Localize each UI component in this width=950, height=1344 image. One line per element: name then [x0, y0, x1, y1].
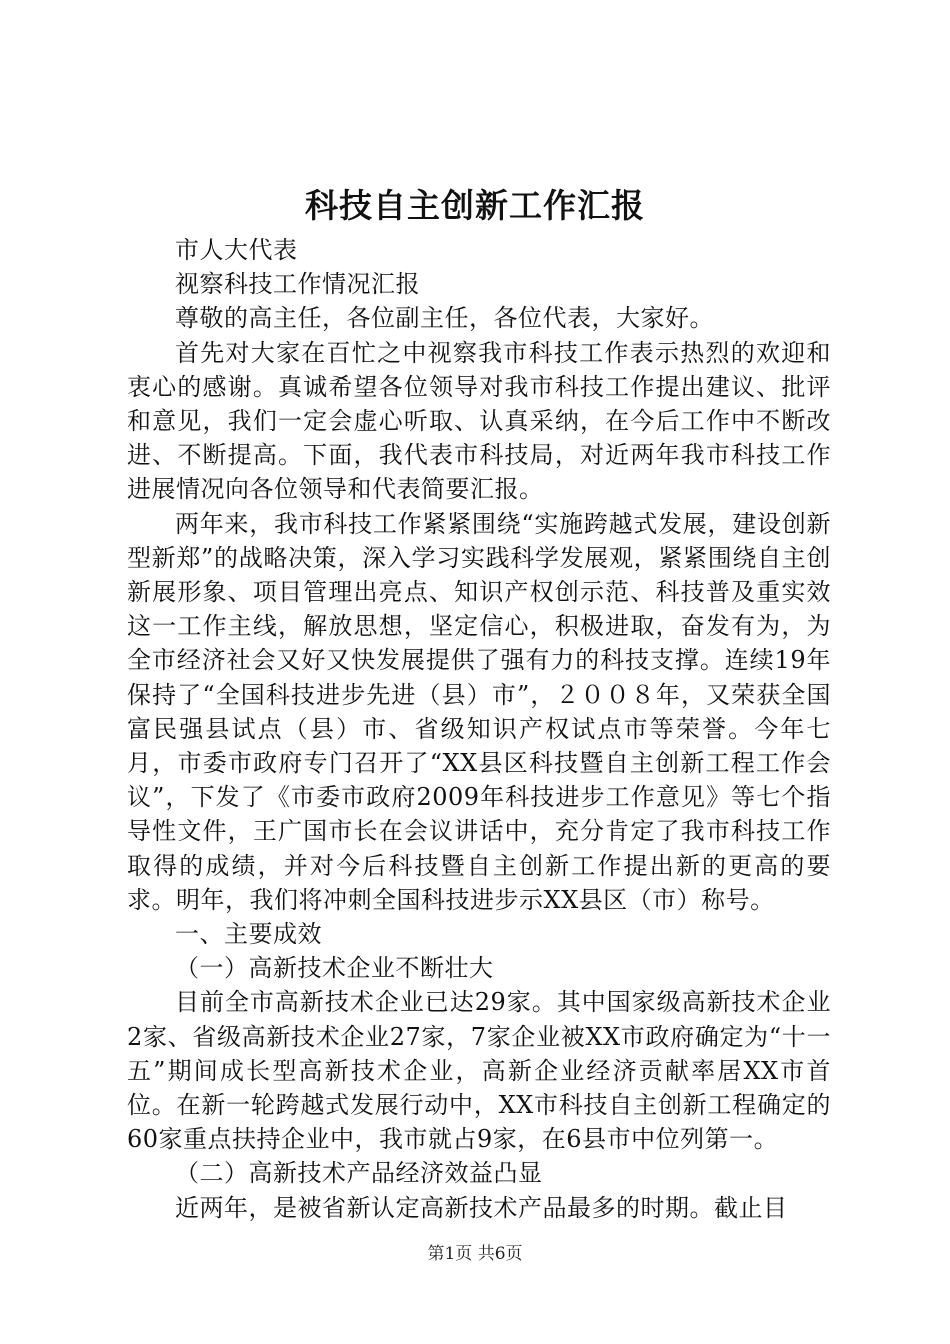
paragraph-subtitle: 视察科技工作情况汇报	[175, 270, 420, 299]
section-heading-main-results: 一、主要成效	[175, 920, 322, 949]
document-body	[127, 233, 831, 1225]
subsection-heading-2: （二）高新技术产品经济效益凸显	[175, 1159, 543, 1188]
paragraph-overview: 两年来，我市科技工作紧紧围绕“实施跨越式发展，建设创新型新郑”的战略决策，深入学习实践科学发展观，紧紧围绕自主创新展形象、项目管理出亮点、知识产权创示范、科技普及重实效这一工作主线，解放思想，坚定信心，积极进取，奋发有为，为全市经济社会又好又快发展提供了强有力的科技支撑。连续19年保持了“全国科技进步先进（县）市”，２００８年，又荣获全国富民强县试点（县）市、省级知识产权试点市等荣誉。今年七月，市委市政府专门召开了“XX县区科技暨自主创新工程工作会议”，下发了《市委市政府2009年科技进步工作意见》等七个指导性文件，王广国市长在会议讲话中，充分肯定了我市科技工作取得的成绩，并对今后科技暨自主创新工作提出新的更高的要求。明年，我们将冲刺全国科技进步示XX县区（市）称号。	[127, 509, 831, 914]
document-title: 科技自主创新工作汇报	[305, 186, 645, 225]
paragraph-recipient: 市人大代表	[175, 236, 298, 264]
paragraph-greeting: 尊敬的高主任，各位副主任，各位代表，大家好。	[175, 304, 714, 333]
page-footer: 第1页 共6页	[427, 1244, 523, 1264]
paragraph-products: 近两年，是被省新认定高新技术产品最多的时期。截止目	[175, 1193, 788, 1222]
subsection-heading-1: （一）高新技术企业不断壮大	[175, 954, 494, 983]
paragraph-enterprises: 目前全市高新技术企业已达29家。其中国家级高新技术企业2家、省级高新技术企业27家，7家企业被XX市政府确定为“十一五”期间成长型高新技术企业，高新企业经济贡献率居XX市首位。在新一轮跨越式发展行动中，XX市科技自主创新工程确定的60家重点扶持企业中，我市就占9家，在6县市中位列第一。	[127, 988, 831, 1154]
paragraph-intro: 首先对大家在百忙之中视察我市科技工作表示热烈的欢迎和衷心的感谢。真诚希望各位领导对我市科技工作提出建议、批评和意见，我们一定会虚心听取、认真采纳，在今后工作中不断改进、不断提高。下面，我代表市科技局，对近两年我市科技工作进展情况向各位领导和代表简要汇报。	[127, 338, 831, 504]
